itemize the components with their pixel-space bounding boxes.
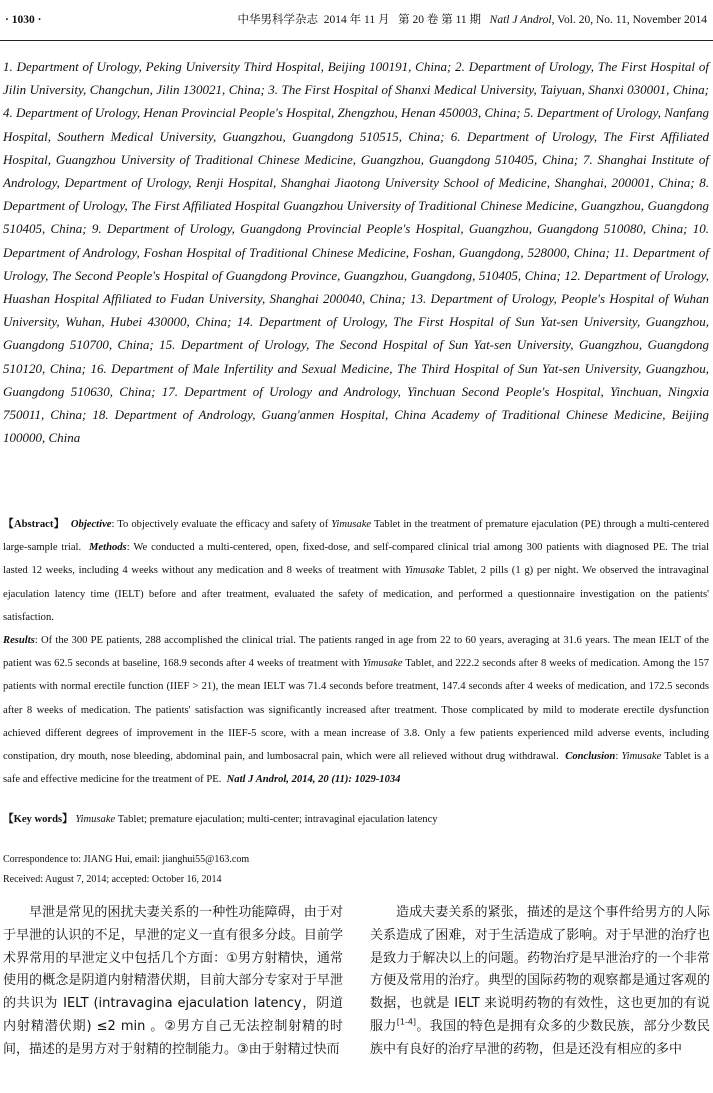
body-column-right bbox=[370, 902, 710, 1062]
results-text-b: Tablet, and 222.2 seconds after 8 weeks of medication. Among the 157 patients with normal erectile function (IIEF > 21), the mean IELT was 71.4 seconds before treatment, 147.4 seconds after 4 weeks of medication, and 172.5 seconds after 8 weeks of medication. The patients' satisfaction was significantly increased after treatment. Those complicated by mild to moderate erectile dysfunction achieved different degrees of improvement in the IIEF-5 score, with a mean increase of 3.8. Only a few patients experienced mild adverse events, including constipation, dry mouth, nose bleeding, abdominal pain, and lumbosacral pain, which were all relieved without drug withdrawal. bbox=[3, 658, 709, 763]
results-heading: Results bbox=[3, 635, 35, 647]
results-text-a: : Of the 300 PE patients, 288 accomplished the clinical trial. The patients ranged in age from 22 to 60 years, averaging at 31.6 years. The mean IELT of the patient was 62.5 seconds at baseline, 168.9 seconds after 4 weeks of treatment with bbox=[3, 635, 709, 670]
abstract bbox=[3, 513, 709, 791]
conclusion-heading: Conclusion bbox=[565, 751, 616, 763]
objective-text-b: Tablet in the treatment of premature ejaculation (PE) through a multi-centered large-sample trial. bbox=[3, 519, 709, 554]
journal-issue-en: , Vol. 20, No. 11, November 2014 bbox=[551, 14, 707, 26]
methods-text-b: Tablet, 2 pills (1 g) per night. We observed the intravaginal ejaculation latency time (IELT) before and after treatment, evaluated the safety of medication, and performed a questionnaire investigation on the patients' satisfaction. bbox=[3, 565, 710, 623]
abstract-label: 【Abstract】 bbox=[3, 519, 65, 530]
drug-name: Yimusake bbox=[362, 658, 403, 670]
drug-name: Yimusake bbox=[404, 565, 445, 577]
journal-title-en: Natl J Androl bbox=[489, 14, 552, 26]
journal-date-cn: 2014 年 11 月 bbox=[323, 14, 390, 26]
keywords-label: 【Key words】 bbox=[3, 814, 73, 825]
received-line: Received: August 7, 2014; accepted: October 16, 2014 bbox=[3, 874, 222, 885]
keywords-drug: Yimusake bbox=[75, 814, 116, 825]
methods-text-a: : We conducted a multi-centered, open, fixed-dose, and self-compared clinical trial among 300 patients with diagnosed PE. The trial lasted 12 weeks, including 4 weeks without any medication and 8 weeks of treatment with bbox=[3, 542, 710, 577]
header-rule bbox=[0, 40, 713, 41]
drug-name: Yimusake bbox=[331, 519, 372, 530]
conclusion-text-a: : bbox=[615, 751, 622, 763]
correspondence-block bbox=[3, 850, 709, 890]
body-right-text-a: 造成夫妻关系的紧张，描述的是这个事件给男方的人际关系造成了困难，对于生活造成了影响。对于早泄的治疗也是致力于解决以上的问题。药物治疗是早泄治疗的一个非常方便及常用的治疗。典型的国际药物的观察都是通过客观的数据，也就是 IELT 来说明药物的有效性，这也更加的有说服力 bbox=[370, 905, 710, 1034]
methods-heading: Methods bbox=[89, 542, 127, 554]
running-header bbox=[0, 11, 713, 29]
keywords-text: Tablet; premature ejaculation; multi-center; intravaginal ejaculation latency bbox=[115, 814, 438, 825]
affiliations: 1. Department of Urology, Peking University Third Hospital, Beijing 100191, China; 2. Department of Urology, The First Hospital of Jilin University, Changchun, Jilin 130021, China; 3. The First Hospital of Shanxi Medical University, Taiyuan, Shanxi 030001, China; 4. Department of Urology, Henan Provincial People's Hospital, Zhengzhou, Henan 450003, China; 5. Department of Urology, Nanfang Hospital, Southern Medical University, Guangzhou, Guangdong 510515, China; 6. Department of Urology, The First Affiliated Hospital, Guangzhou University of Traditional Chinese Medicine, Guangzhou, Guangdong 510405, China; 7. Shanghai Institute of Andrology, Department of Urology, Renji Hospital, Shanghai Jiaotong University School of Medicine, Shanghai, 200001, China; 8. Department of Urology, The First Affiliated Hospital Guangzhou University of Traditional Chinese Medicine, Guangzhou, Guangdong 510405, China; 9. Department of Urology, Guangdong Provincial People's Hospital, Guangzhou, Guangdong 510080, China; 10. Department of Andrology, Foshan Hospital of Traditional Chinese Medicine, Foshan, Guangdong, 528000, China; 11. Department of Urology, The Second People's Hospital of Guangdong Province, Guangzhou, Guangdong, 510405, China; 12. Department of Urology, Huashan Hospital Affiliated to Fudan University, Shanghai 200040, China; 13. Department of Urology, People's Hospital of Wuhan University, Wuhan, Hubei 430000, China; 14. Department of Urology, The First Hospital of Sun Yat-sen University, Guangzhou, Guangdong 510700, China; 15. Department of Urology, The Second Hospital of Sun Yat-sen University, Guangzhou, Guangdong 510120, China; 16. Department of Male Infertility and Sexual Medicine, The Third Hospital of Sun Yat-sen University, Guangzhou, Guangdong 510630, China; 17. Department of Urology and Andrology, Yinchuan Second People's Hospital, Yinchuan, Ningxia 750011, China; 18. Department of Andrology, Guang'anmen Hospital, China Academy of Traditional Chinese Medicine, Beijing 100000, China bbox=[3, 59, 709, 446]
page-number: · 1030 · bbox=[5, 14, 42, 26]
conclusion-text-b: Tablet is a safe and effective medicine for the treatment of PE. bbox=[3, 751, 710, 786]
journal-issue-cn: 第 20 卷 第 11 期 bbox=[398, 14, 482, 26]
objective-heading: Objective bbox=[70, 519, 112, 530]
citation: Natl J Androl, 2014, 20 (11): 1029-1034 bbox=[226, 774, 401, 786]
body-column-left: 早泄是常见的困扰夫妻关系的一种性功能障碍，由于对于早泄的认识的不足，早泄的定义一直有很多分歧。目前学术界常用的早泄定义中包括几个方面：①男方射精快，通常使用的概念是阴道内射精潜伏期，目前大部分专家对于早泄的共识为 IELT (intravagina ejaculation latency，阴道内射精潜伏期) ≤2 min 。②男方自己无法控制射精的时间，描述的是男方对于射精的控制能力。③由于射精过快而 bbox=[3, 905, 343, 1057]
keywords bbox=[3, 810, 709, 830]
body-right-text-b: 。我国的特色是拥有众多的少数民族，部分少数民族中有良好的治疗早泄的药物，但是还没有相应的多中 bbox=[370, 1018, 710, 1057]
journal-title-cn: 中华男科学杂志 bbox=[237, 14, 318, 26]
reference-marker: [1-4] bbox=[396, 1017, 417, 1027]
journal-info bbox=[238, 11, 708, 29]
correspondence-line: Correspondence to: JIANG Hui, email: jianghui55@163.com bbox=[3, 854, 250, 865]
objective-text-a: : To objectively evaluate the efficacy and safety of bbox=[111, 519, 332, 530]
drug-name: Yimusake bbox=[621, 751, 662, 763]
